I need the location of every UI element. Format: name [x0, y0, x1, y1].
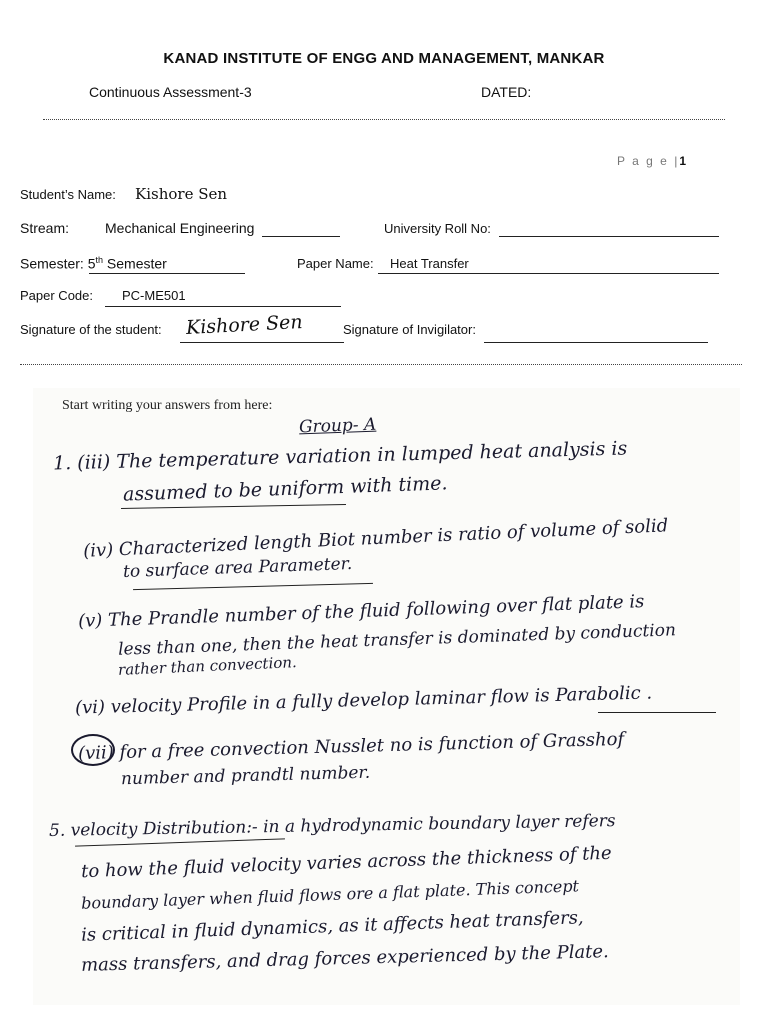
semester-label: Semester: — [20, 255, 84, 272]
semester-underline — [89, 273, 245, 274]
invigilator-underline — [484, 342, 708, 343]
invigilator-label: Signature of Invigilator: — [343, 322, 476, 337]
answer-line-1: 1. (iii) The temperature variation in lumped heat analysis is — [52, 437, 628, 475]
answer-line-5: (v) The Prandle number of the fluid following over flat plate is — [77, 591, 645, 632]
answer-line-11: 5. velocity Distribution:- in a hydrodynamic boundary layer refers — [48, 811, 616, 841]
roll-field — [499, 236, 719, 237]
semester-suffix: th — [95, 255, 104, 265]
paper-name-underline — [378, 273, 719, 274]
group-heading: Group- A — [298, 414, 377, 438]
stream-value: Mechanical Engineering — [105, 220, 255, 236]
page-label: P a g e | — [617, 154, 680, 168]
answer-line-7: rather than convection. — [117, 653, 298, 679]
paper-code-label: Paper Code: — [20, 288, 93, 303]
answer-line-2: assumed to be uniform with time. — [122, 472, 448, 506]
semester-word: Semester — [106, 255, 167, 272]
roll-label: University Roll No: — [384, 221, 491, 236]
student-name-label: Student’s Name: — [20, 187, 116, 202]
answer-line-13: boundary layer when fluid flows ore a flat plate. This concept — [80, 876, 580, 913]
answer-instruction: Start writing your answers from here: — [62, 398, 273, 413]
answer-line-6: less than one, then the heat transfer is dominated by conduction — [117, 620, 677, 660]
header-divider — [43, 119, 725, 120]
page-indicator — [617, 154, 686, 168]
answer-underline-3 — [598, 712, 716, 713]
signature-underline — [180, 342, 344, 343]
institute-title: KANAD INSTITUTE OF ENGG AND MANAGEMENT, MANKAR — [163, 50, 605, 67]
answer-line-8: (vi) velocity Profile in a fully develop laminar flow is Parabolic . — [74, 682, 653, 719]
answer-line-4: to surface area Parameter. — [122, 554, 353, 582]
answer-underline-1 — [121, 504, 346, 509]
answer-sheet — [33, 388, 740, 1005]
page-number: 1 — [679, 154, 686, 168]
paper-code-value: PC-ME501 — [122, 288, 186, 303]
form-divider — [20, 364, 742, 365]
student-signature: Kishore Sen — [185, 310, 304, 340]
stream-underline — [262, 236, 340, 237]
dated-label: DATED: — [481, 84, 532, 100]
student-name-value: Kishore Sen — [135, 185, 228, 203]
answer-line-15: mass transfers, and drag forces experienced by the Plate. — [80, 941, 610, 976]
semester-field — [20, 255, 167, 272]
paper-name-value: Heat Transfer — [390, 256, 469, 271]
answer-line-3: (iv) Characterized length Biot number is ratio of volume of solid — [82, 515, 669, 562]
answer-underline-2 — [133, 583, 373, 590]
assessment-label: Continuous Assessment-3 — [89, 84, 252, 100]
paper-name-label: Paper Name: — [297, 256, 374, 271]
semester-value: 5 — [87, 255, 96, 272]
answer-line-14: is critical in fluid dynamics, as it affects heat transfers, — [80, 907, 584, 946]
paper-code-underline — [105, 306, 341, 307]
answer-line-10: number and prandtl number. — [120, 762, 371, 790]
answer-line-9: (vii) for a free convection Nusslet no is function of Grasshof — [77, 728, 625, 765]
stream-label: Stream: — [20, 220, 70, 236]
answer-line-12: to how the fluid velocity varies across the thickness of the — [80, 842, 612, 883]
student-signature-label: Signature of the student: — [20, 322, 162, 337]
